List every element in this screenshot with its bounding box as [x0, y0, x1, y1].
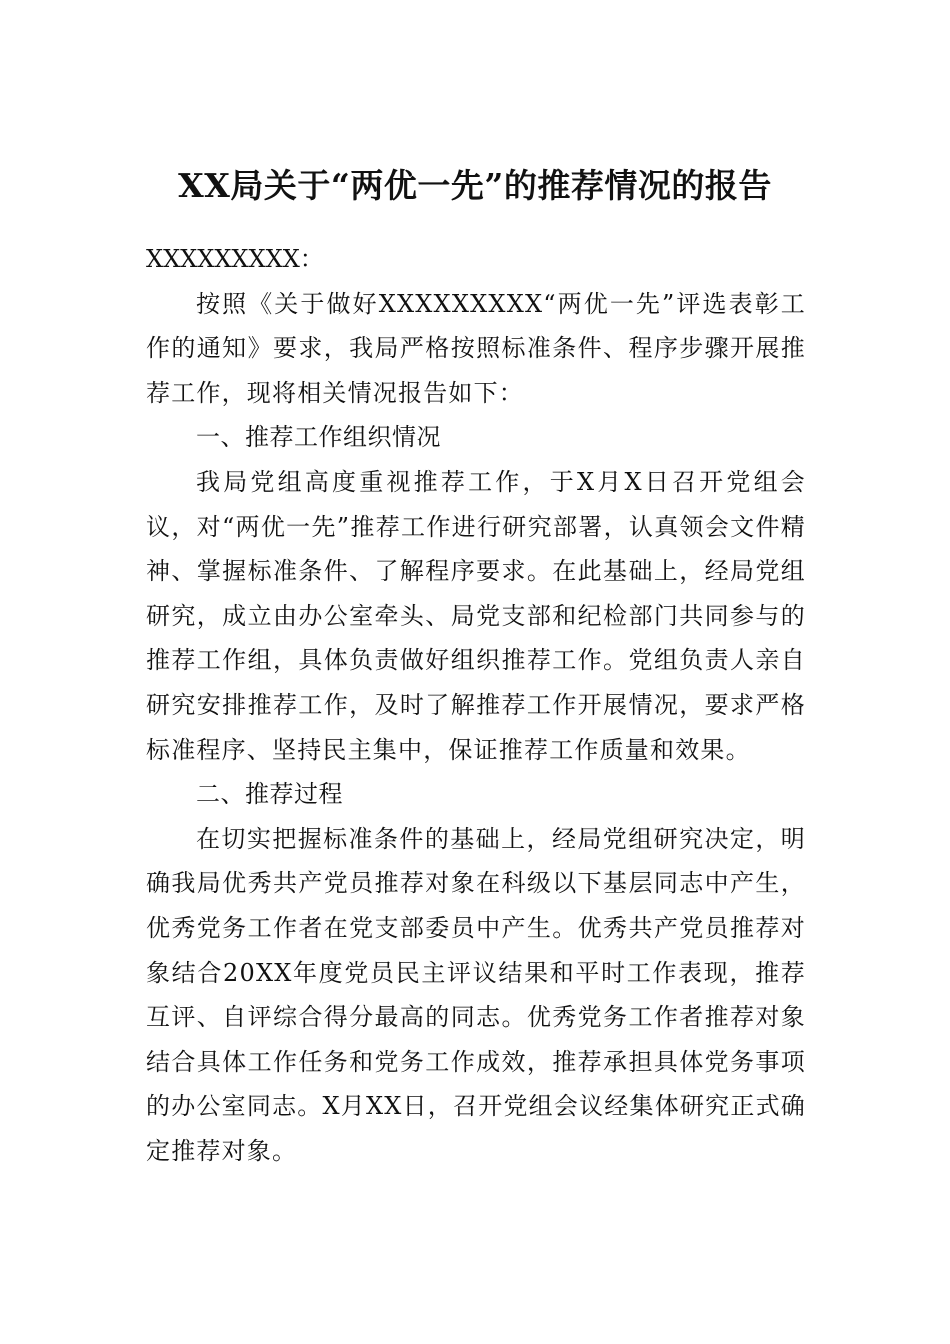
intro-paragraph: 按照《关于做好XXXXXXXXX“两优一先”评选表彰工作的通知》要求，我局严格按照标准条件、程序步骤开展推荐工作，现将相关情况报告如下：: [146, 289, 806, 407]
section-heading-process: 二、推荐过程: [196, 780, 343, 809]
document-title: XX局关于“两优一先”的推荐情况的报告: [178, 166, 772, 205]
section-body-organization: 我局党组高度重视推荐工作，于X月X日召开党组会议，对“两优一先”推荐工作进行研究部署，认真领会文件精神、掌握标准条件、了解程序要求。在此基础上，经局党组研究，成立由办公室牵头、局党支部和纪检部门共同参与的推荐工作组，具体负责做好组织推荐工作。党组负责人亲自研究安排推荐工作，及时了解推荐工作开展情况，要求严格标准程序、坚持民主集中，保证推荐工作质量和效果。: [146, 467, 806, 764]
section-heading-organization: 一、推荐工作组织情况: [196, 423, 441, 452]
section-body-process: 在切实把握标准条件的基础上，经局党组研究决定，明确我局优秀共产党员推荐对象在科级以下基层同志中产生，优秀党务工作者在党支部委员中产生。优秀共产党员推荐对象结合20XX年度党员民主评议结果和平时工作表现，推荐互评、自评综合得分最高的同志。优秀党务工作者推荐对象结合具体工作任务和党务工作成效，推荐承担具体党务事项的办公室同志。X月XX日，召开党组会议经集体研究正式确定推荐对象。: [146, 824, 806, 1165]
salutation: XXXXXXXXX：: [146, 245, 324, 273]
document-body: [146, 237, 806, 1173]
